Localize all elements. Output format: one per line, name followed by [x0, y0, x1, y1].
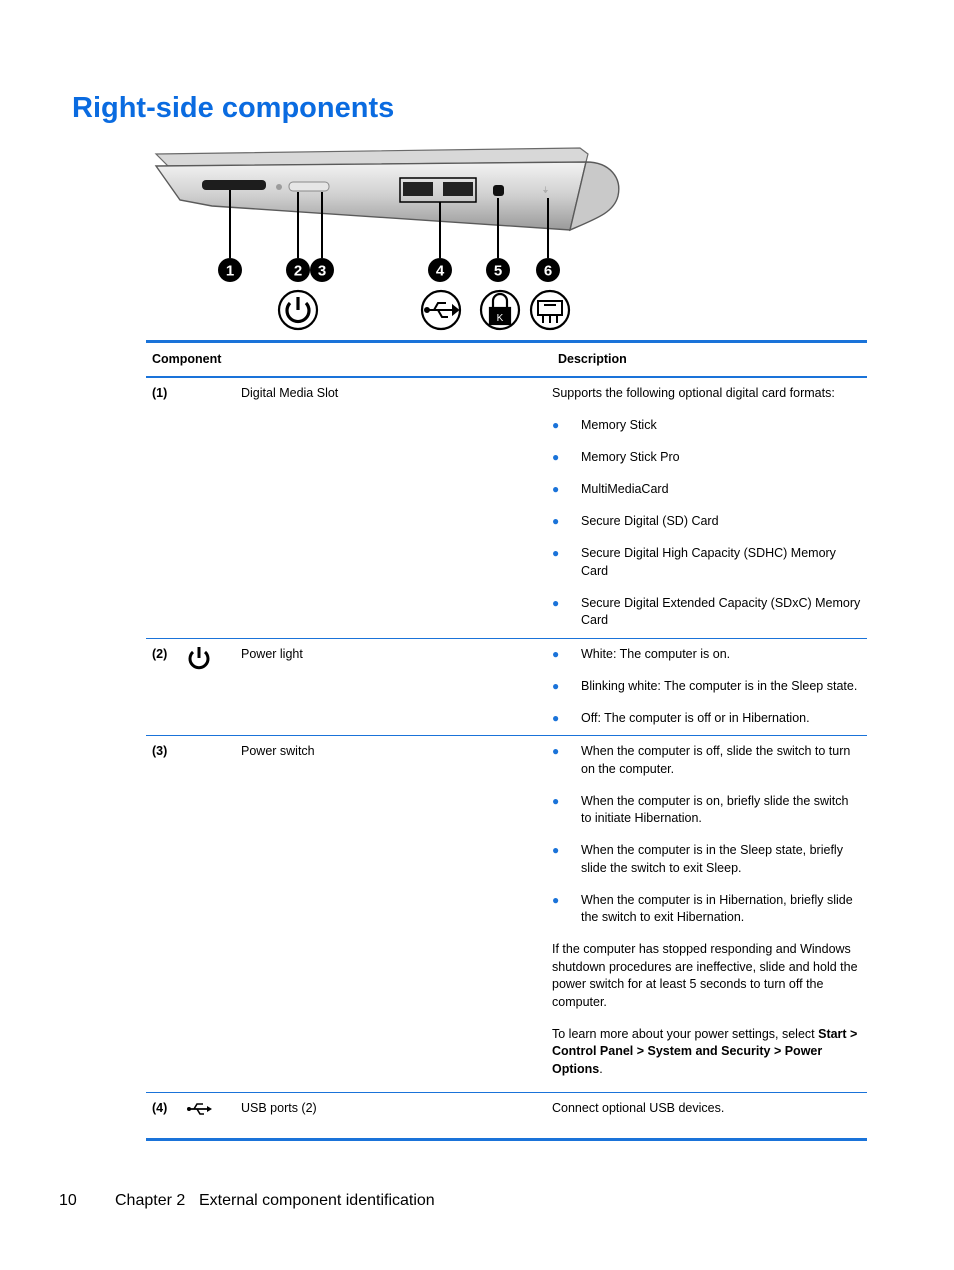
table-header — [146, 343, 867, 378]
svg-text:⏚: ⏚ — [542, 186, 549, 194]
table-row — [146, 378, 867, 639]
component-number: (1) — [152, 386, 168, 400]
list-item: ● When the computer is on, briefly slide the switch to initiate Hibernation. — [552, 793, 861, 828]
list-item: ● Secure Digital (SD) Card — [552, 513, 861, 531]
svg-text:6: 6 — [543, 262, 553, 280]
list-item: ● Blinking white: The computer is in the Sleep state. — [552, 678, 861, 696]
description-paragraph-settings: To learn more about your power settings, select Start > Control Panel > System and Security > Power Options. — [552, 1026, 858, 1076]
description-column-header: Description — [558, 351, 627, 366]
bullet-icon: ● — [552, 744, 560, 758]
menu-path: Start > Control Panel > System and Security > Power Options — [552, 1026, 858, 1076]
bullet-icon: ● — [552, 678, 560, 693]
list-item: ● MultiMediaCard — [552, 481, 861, 499]
component-icon-cell — [186, 1093, 241, 1138]
component-name: Power switch — [241, 744, 315, 758]
network-icon — [531, 291, 569, 329]
component-description — [552, 1093, 867, 1138]
bullet-icon: ● — [552, 546, 560, 560]
callout-3 — [310, 258, 334, 282]
list-item: ● Secure Digital High Capacity (SDHC) Memory Card — [552, 545, 861, 580]
page-number: 10 — [59, 1192, 77, 1209]
component-name: USB ports (2) — [241, 1101, 317, 1115]
power-icon — [279, 291, 317, 329]
list-item: ● Memory Stick Pro — [552, 449, 861, 467]
component-description — [552, 378, 867, 638]
list-item: ● When the computer is off, slide the switch to turn on the computer. — [552, 743, 861, 778]
bullet-icon: ● — [552, 793, 560, 808]
lock-icon — [481, 291, 519, 329]
table-row — [146, 1093, 867, 1138]
callout-2 — [286, 258, 310, 282]
svg-text:5: 5 — [493, 262, 503, 280]
description-intro: Supports the following optional digital card formats: — [552, 386, 835, 400]
component-name: Power light — [241, 646, 303, 661]
bullet-icon: ● — [552, 482, 560, 496]
page-title: Right-side components — [72, 92, 395, 124]
bullet-icon: ● — [552, 843, 560, 857]
power-icon — [186, 645, 212, 671]
list-item: ● When the computer is in Hibernation, briefly slide the switch to exit Hibernation. — [552, 892, 861, 927]
list-item: ● Off: The computer is off or in Hibernation. — [552, 710, 861, 728]
list-item: ● Secure Digital Extended Capacity (SDxC) Memory Card — [552, 595, 861, 630]
callout-5 — [486, 258, 510, 282]
chapter-label: Chapter 2 — [115, 1192, 186, 1209]
component-description — [552, 639, 867, 736]
svg-text:K: K — [496, 313, 504, 324]
description-text: Connect optional USB devices. — [552, 1101, 725, 1115]
svg-text:2: 2 — [293, 262, 303, 280]
svg-text:4: 4 — [435, 262, 445, 280]
bullet-icon: ● — [552, 450, 560, 464]
bullet-icon: ● — [552, 646, 560, 661]
list-item: ● Memory Stick — [552, 417, 861, 435]
callout-1 — [218, 258, 242, 282]
component-icon-cell — [186, 639, 241, 736]
svg-text:1: 1 — [225, 262, 235, 280]
table-row — [146, 736, 867, 1093]
bullet-icon: ● — [552, 514, 560, 528]
usb-icon — [422, 291, 460, 329]
bullet-icon: ● — [552, 892, 560, 907]
callout-6 — [536, 258, 560, 282]
component-number: (3) — [152, 744, 168, 758]
component-name: Digital Media Slot — [241, 386, 339, 400]
svg-text:3: 3 — [317, 262, 327, 280]
component-column-header: Component — [152, 351, 222, 366]
list-item: ● White: The computer is on. — [552, 646, 861, 664]
table-row — [146, 639, 867, 737]
chapter-title: External component identification — [199, 1192, 435, 1209]
component-icon-cell — [186, 378, 241, 638]
component-description — [552, 736, 867, 1092]
laptop-right-side-figure — [140, 140, 640, 340]
callout-4 — [428, 258, 452, 282]
laptop-side-view — [156, 148, 619, 230]
component-number: (2) — [152, 646, 168, 661]
component-number: (4) — [152, 1101, 168, 1115]
components-table — [146, 340, 867, 1141]
usb-icon — [186, 1099, 214, 1119]
list-item: ● When the computer is in the Sleep state, briefly slide the switch to exit Sleep. — [552, 842, 861, 877]
component-icon-cell — [186, 736, 241, 1092]
bullet-icon: ● — [552, 710, 560, 725]
bullet-icon: ● — [552, 418, 560, 432]
description-paragraph: If the computer has stopped responding and Windows shutdown procedures are ineffective, slide and hold the power switch for at least 5 seconds to turn off the computer. — [552, 942, 858, 1009]
bullet-icon: ● — [552, 595, 560, 610]
